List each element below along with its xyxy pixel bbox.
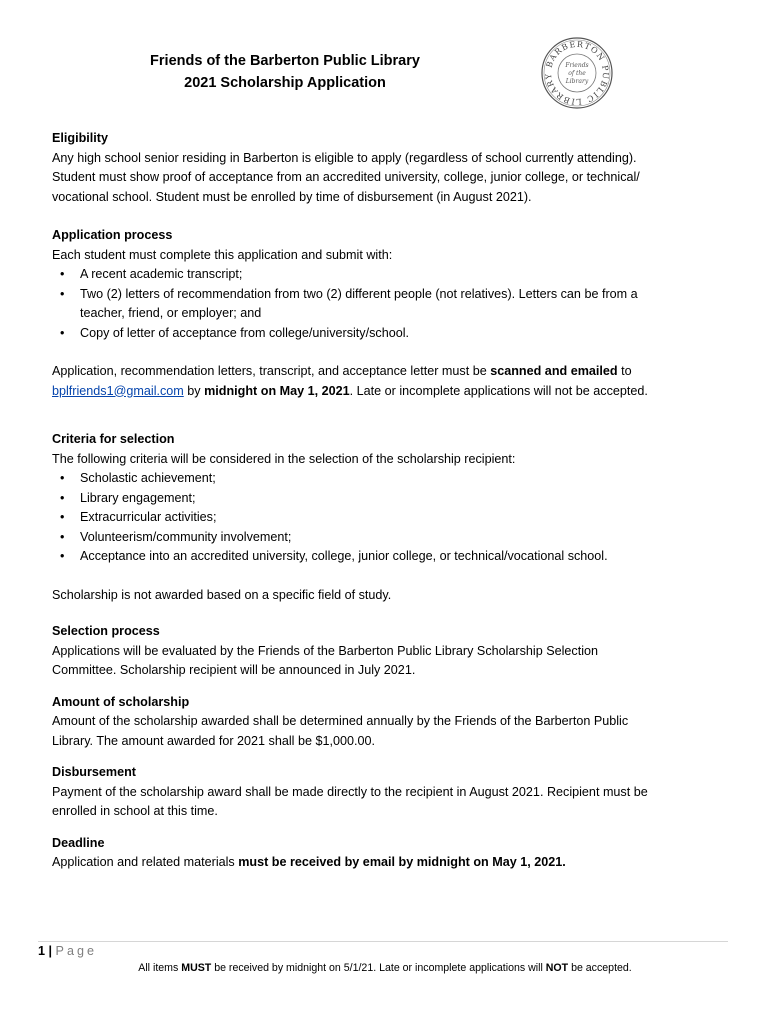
eligibility-heading: Eligibility xyxy=(52,131,108,145)
application-process-section xyxy=(52,226,732,401)
list-item xyxy=(80,285,732,324)
list-item: • Library engagement; xyxy=(80,489,732,509)
amount-heading: Amount of scholarship xyxy=(52,694,190,709)
list-item: • Acceptance into an accredited university, college, junior college, or technical/vocational school. xyxy=(80,547,732,567)
amount-section xyxy=(52,693,732,752)
disbursement-line-1: Payment of the scholarship award shall be made directly to the recipient in August 2021. Recipient must be xyxy=(52,784,648,799)
disbursement-line-2: enrolled in school at this time. xyxy=(52,804,218,818)
deadline-heading: Deadline xyxy=(52,835,105,850)
application-process-intro: Each student must complete this application and submit with: xyxy=(52,247,393,262)
submission-text-2: to xyxy=(617,364,632,378)
list-item: • Volunteerism/community involvement; xyxy=(80,528,732,548)
page-number xyxy=(38,944,97,958)
footer-note-bold-2: NOT xyxy=(545,962,569,974)
list-item-text-continued: teacher, friend, or employer; and xyxy=(80,306,262,320)
selection-line-1: Applications will be evaluated by the Friends of the Barberton Public Library Scholarship Selection xyxy=(52,643,599,658)
deadline-bold: must be received by email by midnight on May 1, 2021. xyxy=(238,855,566,869)
page-number-separator: | xyxy=(45,944,56,958)
footer-note-text-1: All items xyxy=(138,962,182,974)
selection-process-section xyxy=(52,622,732,681)
footer-divider xyxy=(38,941,728,942)
disbursement-heading: Disbursement xyxy=(52,765,136,779)
submission-text-4: . Late or incomplete applications will not be accepted. xyxy=(349,383,648,398)
submission-bold-2: midnight on May 1, 2021 xyxy=(204,383,350,398)
submission-instructions xyxy=(52,362,732,401)
selection-process-heading: Selection process xyxy=(52,624,160,638)
criteria-section xyxy=(52,430,732,605)
amount-line-2: Library. The amount awarded for 2021 shall be $1,000.00. xyxy=(52,733,375,748)
seal-inner-line-2: of the xyxy=(568,70,586,77)
eligibility-line-3: vocational school. Student must be enrolled by time of disbursement (in August 2021). xyxy=(52,189,532,204)
list-item: • Copy of letter of acceptance from college/university/school. xyxy=(80,324,732,344)
eligibility-line-2: Student must show proof of acceptance from an accredited university, college, junior college, or technical/ xyxy=(52,170,640,184)
selection-line-2: Committee. Scholarship recipient will be announced in July 2021. xyxy=(52,663,416,677)
list-item: • Extracurricular activities; xyxy=(80,508,732,528)
requirements-list xyxy=(52,265,732,343)
document-body xyxy=(52,129,732,873)
disbursement-section xyxy=(52,763,732,822)
criteria-intro: The following criteria will be considered in the selection of the scholarship recipient: xyxy=(52,451,516,466)
submission-text-3: by xyxy=(183,383,205,398)
seal-arc-text: BARBERTON PUBLIC LIBRARY xyxy=(543,39,611,107)
field-of-study-note: Scholarship is not awarded based on a specific field of study. xyxy=(52,587,392,602)
submission-text-1: Application, recommendation letters, transcript, and acceptance letter must be xyxy=(52,364,491,378)
list-item: • A recent academic transcript; xyxy=(80,265,732,285)
title-line-1: Friends of the Barberton Public Library xyxy=(150,53,420,69)
seal-inner-line-3: Library xyxy=(565,78,589,85)
library-seal-logo xyxy=(540,36,614,110)
criteria-heading: Criteria for selection xyxy=(52,432,175,446)
deadline-section xyxy=(52,834,732,873)
amount-line-1: Amount of the scholarship awarded shall be determined annually by the Friends of the Barberton Public xyxy=(52,714,629,728)
footer-note-text-2: be received by midnight on 5/1/21. Late or incomplete applications will xyxy=(211,962,546,974)
list-item-text: Two (2) letters of recommendation from two (2) different people (not relatives). Letters can be from a xyxy=(80,286,638,301)
seal-inner-line-1: Friends xyxy=(565,62,589,69)
application-process-heading: Application process xyxy=(52,228,173,242)
footer-note-bold-1: MUST xyxy=(181,962,212,974)
eligibility-line-1: Any high school senior residing in Barberton is eligible to apply (regardless of school currently attending). xyxy=(52,150,637,165)
email-link[interactable]: bplfriends1@gmail.com xyxy=(52,383,184,398)
deadline-text xyxy=(52,853,732,873)
submission-bold-1: scanned and emailed xyxy=(490,364,618,378)
list-item: • Scholastic achievement; xyxy=(80,469,732,489)
document-title xyxy=(0,50,570,94)
title-line-2: 2021 Scholarship Application xyxy=(184,75,386,91)
page-number-value: 1 xyxy=(38,944,46,958)
criteria-list xyxy=(52,469,732,567)
footer-note-text-3: be accepted. xyxy=(568,962,632,974)
page-word: Page xyxy=(55,944,97,958)
footer-note xyxy=(0,962,770,974)
eligibility-section xyxy=(52,129,732,207)
deadline-text-1: Application and related materials xyxy=(52,855,239,869)
